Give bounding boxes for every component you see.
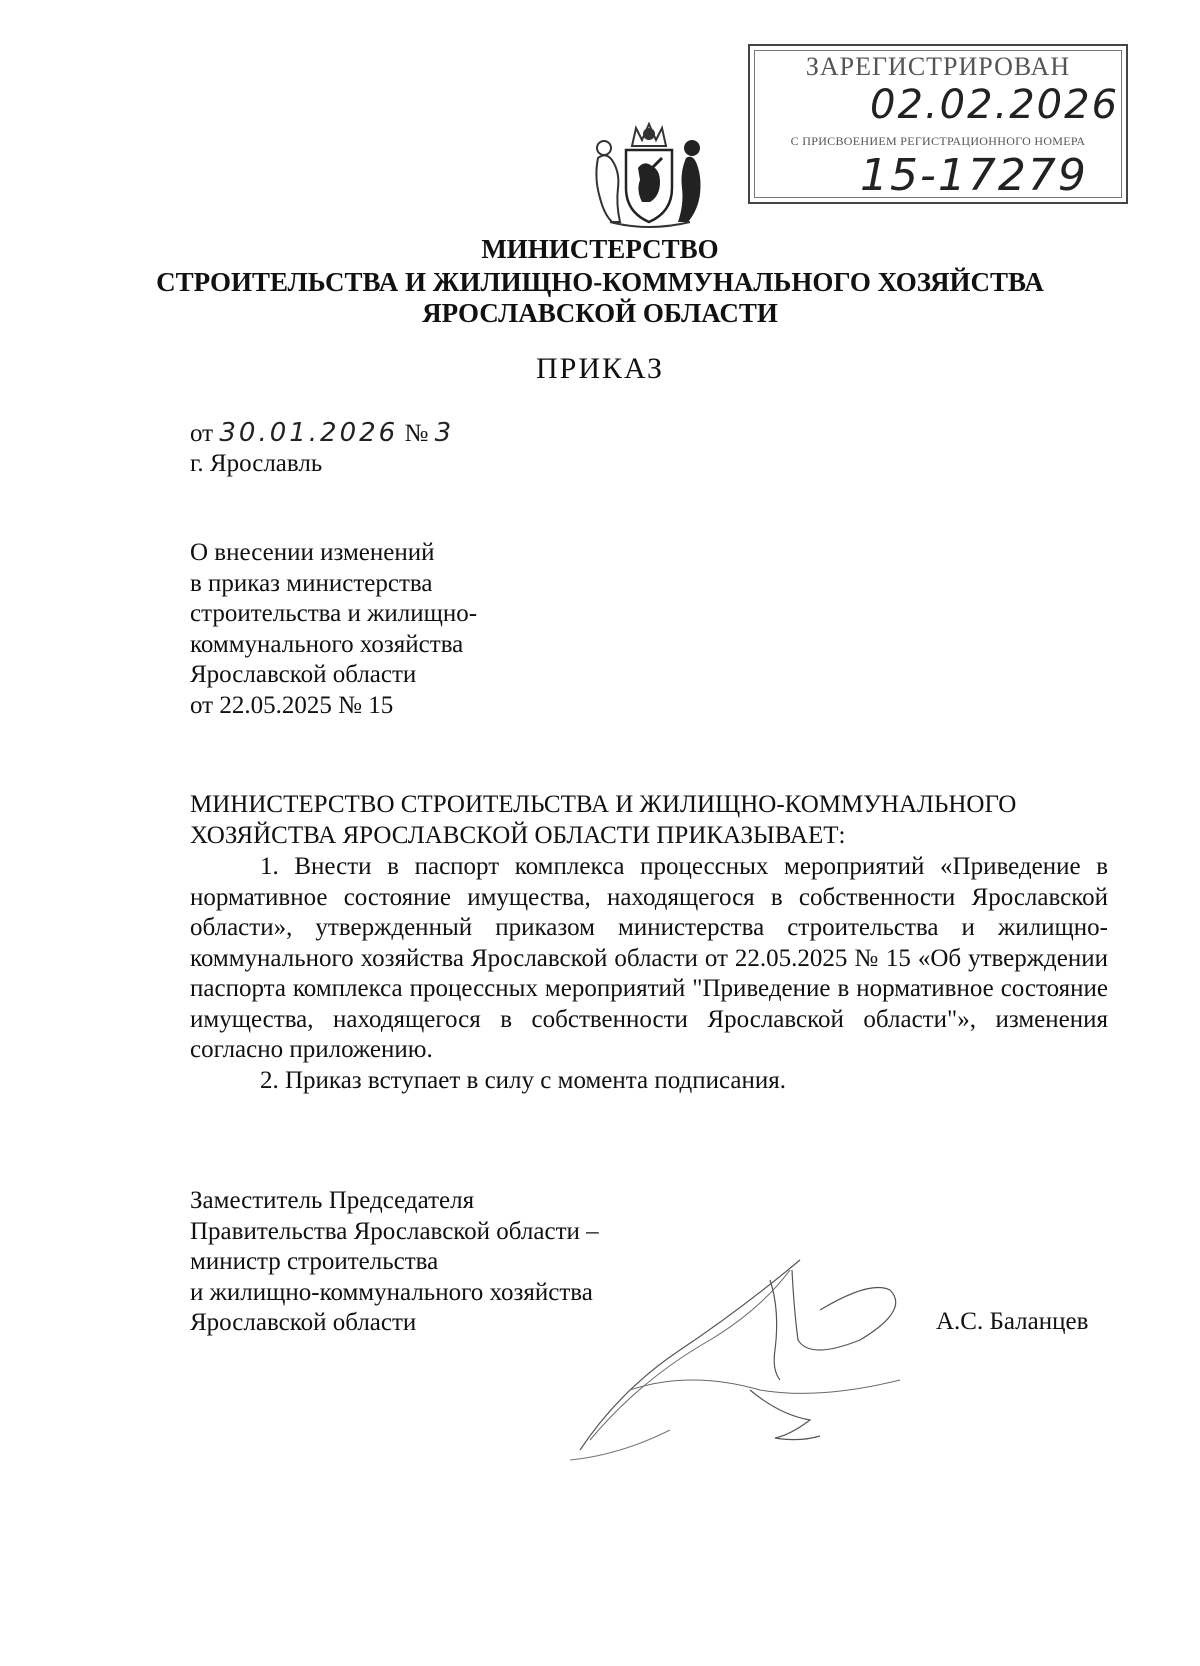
stamp-number: 15-17279 (860, 150, 1088, 201)
subject-line: коммунального хозяйства (190, 630, 464, 658)
order-number: 3 (434, 418, 455, 448)
ministry-title-line-1: МИНИСТЕРСТВО (481, 234, 719, 264)
paragraph-1: 1. Внести в паспорт комплекса процессных мероприятий «Приведение в нормативное состояние имущества, находящегося в собственности Ярославской области», утвержденный приказом министерства строительства и жилищно-коммунального хозяйства Ярославской области от 22.05.2025 № 15 «Об утверждении паспорта комплекса процессных мероприятий "Приведение в нормативное состояние имущества, находящегося в собственности Ярославской области"», изменения согласно приложению. (190, 853, 1108, 1063)
signatory-position (190, 1186, 599, 1339)
signer-name: А.С. Баланцев (936, 1308, 1089, 1335)
preamble (190, 790, 1108, 851)
stamp-title: ЗАРЕГИСТРИРОВАН (805, 52, 1071, 81)
signatory-line: Ярославской области (190, 1309, 417, 1336)
signatory-line: Правительства Ярославской области – (190, 1217, 599, 1245)
document-type: ПРИКАЗ (536, 352, 664, 385)
ministry-title-line-3: ЯРОСЛАВСКОЙ ОБЛАСТИ (422, 298, 778, 328)
city: г. Ярославль (190, 450, 323, 477)
subject-line: Ярославской области (190, 661, 417, 688)
stamp-subtitle: С ПРИСВОЕНИЕМ РЕГИСТРАЦИОННОГО НОМЕРА (790, 134, 1086, 148)
preamble-line: МИНИСТЕРСТВО СТРОИТЕЛЬСТВА И ЖИЛИЩНО-КОММУНАЛЬНОГО (190, 791, 1017, 818)
coat-of-arms-icon (590, 118, 708, 230)
signatory-line: и жилищно-коммунального хозяйства (190, 1278, 593, 1306)
subject-line: строительства и жилищно- (190, 600, 478, 627)
registration-stamp (748, 44, 1128, 204)
signatory-line: министр строительства (190, 1248, 439, 1275)
number-label: № (404, 420, 429, 447)
preamble-line: ХОЗЯЙСТВА ЯРОСЛАВСКОЙ ОБЛАСТИ ПРИКАЗЫВАЕТ: (190, 821, 846, 849)
signatory-line: Заместитель Председателя (190, 1187, 475, 1214)
subject-line: в приказ министерства (190, 569, 433, 597)
handwritten-signature-icon (560, 1240, 960, 1470)
date-prefix: от (190, 420, 214, 447)
stamp-date: 02.02.2026 (870, 82, 1120, 128)
ministry-title-line-2: СТРОИТЕЛЬСТВА И ЖИЛИЩНО-КОММУНАЛЬНОГО ХОЗЯЙСТВА (156, 267, 1044, 297)
order-date: 30.01.2026 (219, 418, 399, 448)
subject-line: О внесении изменений (190, 539, 435, 566)
date-line (190, 418, 454, 448)
subject-line: от 22.05.2025 № 15 (190, 691, 394, 719)
paragraph-2: 2. Приказ вступает в силу с момента подписания. (260, 1067, 786, 1094)
order-subject (190, 538, 477, 721)
